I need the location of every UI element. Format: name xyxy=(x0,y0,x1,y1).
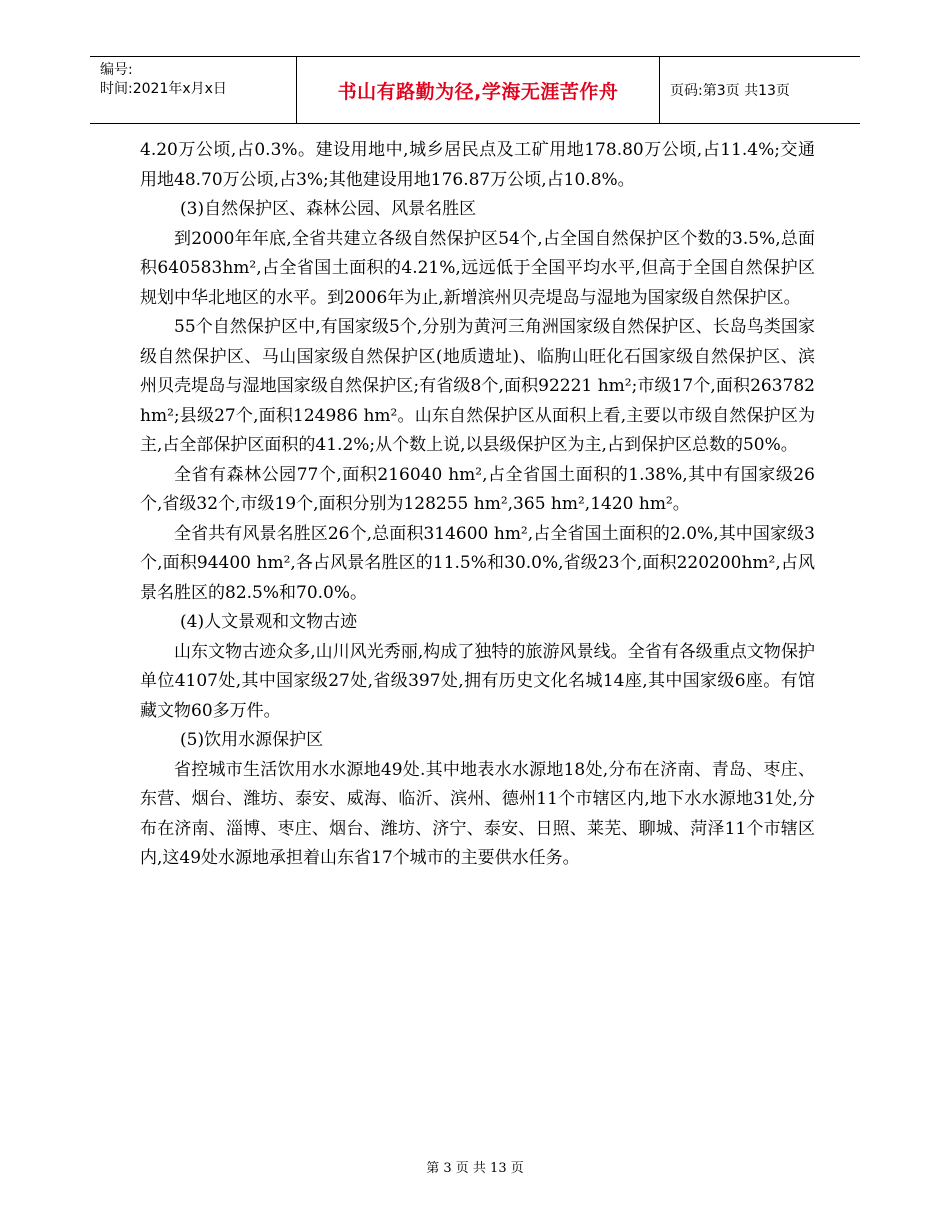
page-header xyxy=(90,56,860,124)
section-heading-nature-reserves: (3)自然保护区、森林公园、风景名胜区 xyxy=(180,199,477,219)
paragraph-scenic-areas: 全省共有风景名胜区26个,总面积314600 hm²,占全省国土面积的2.0%,其中国家级3个,面积94400 hm²,各占风景名胜区的11.5%和30.0%,省级23个,面积220200hm²,占风景名胜区的82.5%和70.0%。 xyxy=(140,523,815,603)
paragraph-water-source: 省控城市生活饮用水水源地49处.其中地表水水源地18处,分布在济南、青岛、枣庄、东营、烟台、潍坊、泰安、威海、临沂、滨州、德州11个市辖区内,地下水水源地31处,分布在济南、淄博、枣庄、烟台、潍坊、济宁、泰安、日照、莱芜、聊城、菏泽11个市辖区内,这49处水源地承担着山东省17个城市的主要供水任务。 xyxy=(140,759,815,868)
header-motto: 书山有路勤为径,学海无涯苦作舟 xyxy=(296,57,660,123)
paragraph-nature-reserves-detail: 55个自然保护区中,有国家级5个,分别为黄河三角洲国家级自然保护区、长岛鸟类国家级自然保护区、马山国家级自然保护区(地质遗址)、临朐山旺化石国家级自然保护区、滨州贝壳堤岛与湿地国家级自然保护区;有省级8个,面积92221 hm²;市级17个,面积263782 hm²;县级27个,面积124986 hm²。山东自然保护区从面积上看,主要以市级自然保护区为主,占全部保护区面积的41.2%;从个数上说,以县级保护区为主,占到保护区总数的50%。 xyxy=(140,317,815,455)
header-meta xyxy=(90,57,296,123)
document-time: 时间:2021年x月x日 xyxy=(100,81,227,97)
section-heading-water-source: (5)饮用水源保护区 xyxy=(180,730,324,750)
section-heading-cultural-relics: (4)人文景观和文物古迹 xyxy=(180,612,358,632)
paragraph-forest-parks: 全省有森林公园77个,面积216040 hm²,占全省国土面积的1.38%,其中有国家级26个,省级32个,市级19个,面积分别为128255 hm²,365 hm²,1420 hm²。 xyxy=(140,464,815,514)
page-footer: 第 3 页 共 13 页 xyxy=(426,1161,524,1176)
paragraph-land-use: 4.20万公顷,占0.3%。建设用地中,城乡居民点及工矿用地178.80万公顷,占11.4%;交通用地48.70万公顷,占3%;其他建设用地176.87万公顷,占10.8%。 xyxy=(140,140,815,190)
paragraph-nature-reserves-overview: 到2000年年底,全省共建立各级自然保护区54个,占全国自然保护区个数的3.5%,总面积640583hm²,占全省国土面积的4.21%,远远低于全国平均水平,但高于全国自然保护区规划中华北地区的水平。到2006年为止,新增滨州贝壳堤岛与湿地为国家级自然保护区。 xyxy=(140,228,815,308)
header-page-info: 页码:第3页 共13页 xyxy=(670,83,790,99)
paragraph-cultural-relics: 山东文物古迹众多,山川风光秀丽,构成了独特的旅游风景线。全省有各级重点文物保护单位4107处,其中国家级27处,省级397处,拥有历史文化名城14座,其中国家级6座。有馆藏文物60多万件。 xyxy=(140,641,815,721)
document-body xyxy=(140,136,815,874)
document-number-label: 编号: xyxy=(100,62,133,78)
